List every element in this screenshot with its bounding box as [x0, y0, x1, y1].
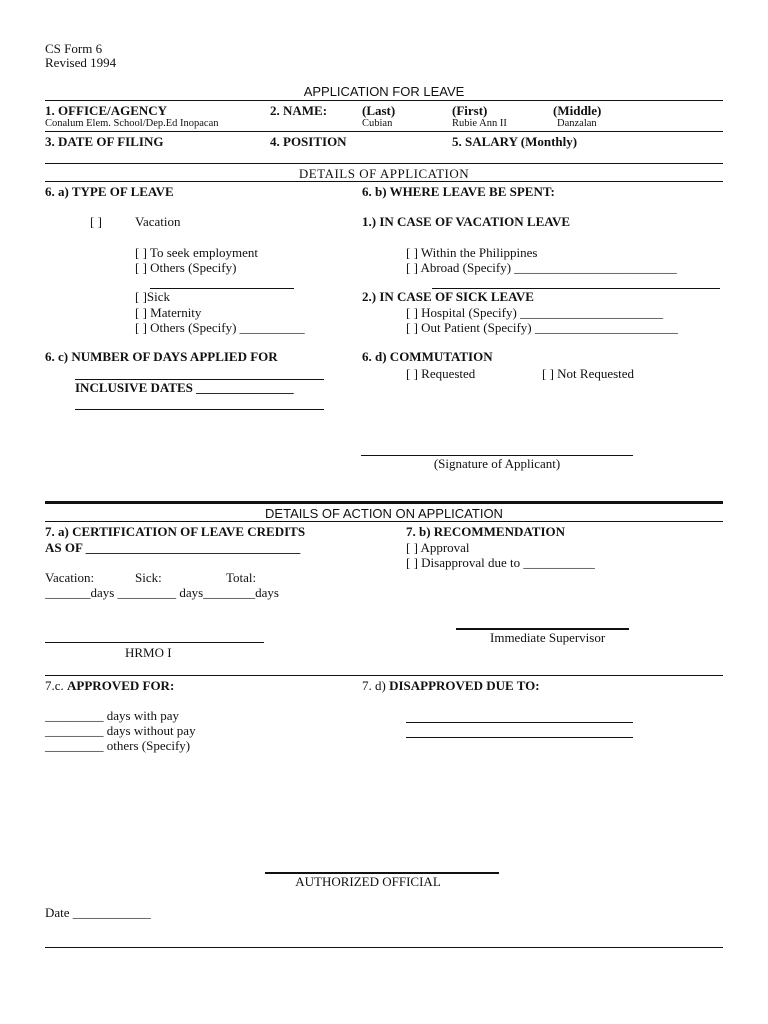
recommendation-text: 7. b) RECOMMENDATION: [406, 524, 566, 539]
office-value: Conalum Elem. School/Dep.Ed Inopacan: [45, 118, 219, 129]
vacation-checkbox[interactable]: [ ]: [90, 214, 102, 229]
credit-days-line: _______days _________ days________days: [45, 585, 279, 600]
requested-option[interactable]: [ ] Requested: [406, 366, 476, 381]
seek-employment-option[interactable]: [ ] To seek employment: [135, 245, 259, 260]
disapproval-reason-line: [406, 737, 633, 738]
divider: [45, 675, 723, 676]
form-title: APPLICATION FOR LEAVE: [303, 84, 465, 99]
divider: [45, 521, 723, 522]
specify-line: [150, 288, 294, 289]
details-header: DETAILS OF APPLICATION: [298, 166, 470, 181]
commutation-label: 6. d) COMMUTATION: [362, 349, 493, 364]
disapproved-prefix: 7. d): [362, 678, 386, 693]
disapproved-text: DISAPPROVED DUE TO:: [389, 678, 540, 693]
divider: [45, 100, 723, 101]
where-spent-label: 6. b) WHERE LEAVE BE SPENT:: [362, 184, 555, 199]
divider: [45, 947, 723, 948]
others-specify-option[interactable]: [ ] Others (Specify) __________: [135, 320, 305, 335]
sick-option[interactable]: [ ]Sick: [135, 289, 171, 304]
days-with-pay: _________ days with pay: [45, 708, 179, 723]
not-requested-option[interactable]: [ ] Not Requested: [542, 366, 635, 381]
vacation-option: Vacation: [135, 214, 181, 229]
inclusive-dates-label: INCLUSIVE DATES _______________: [75, 380, 294, 395]
last-name-value: Cubian: [362, 118, 393, 129]
disapproval-reason-line: [406, 722, 633, 723]
approved-for-label: [45, 678, 174, 693]
days-without-pay: _________ days without pay: [45, 723, 196, 738]
action-header: DETAILS OF ACTION ON APPLICATION: [265, 506, 503, 521]
others-option[interactable]: [ ] Others (Specify): [135, 260, 237, 275]
supervisor-title: Immediate Supervisor: [490, 630, 606, 645]
office-label: 1. OFFICE/AGENCY: [45, 103, 168, 118]
vacation-case-label: 1.) IN CASE OF VACATION LEAVE: [362, 214, 571, 229]
out-patient-option[interactable]: [ ] Out Patient (Specify) ______________________: [406, 320, 678, 335]
approval-option[interactable]: [ ] Approval: [406, 540, 470, 555]
middle-name-label: (Middle): [553, 103, 602, 118]
thick-divider: [45, 501, 723, 504]
total-credit-label: Total:: [226, 570, 257, 585]
certification-label: 7. a) CERTIFICATION OF LEAVE CREDITS: [45, 524, 306, 539]
maternity-option[interactable]: [ ] Maternity: [135, 305, 202, 320]
position-label: 4. POSITION: [270, 134, 347, 149]
divider: [45, 163, 723, 164]
recommendation-label: [406, 524, 565, 539]
divider: [45, 181, 723, 182]
number-of-days-label: 6. c) NUMBER OF DAYS APPLIED FOR: [45, 349, 278, 364]
revised-date: Revised 1994: [45, 55, 117, 70]
as-of-label: AS OF _________________________________: [45, 540, 301, 555]
middle-name-value: Danzalan: [557, 118, 597, 129]
type-of-leave-label: 6. a) TYPE OF LEAVE: [45, 184, 174, 199]
hospital-option[interactable]: [ ] Hospital (Specify) ______________________: [406, 305, 664, 320]
form-id: CS Form 6: [45, 41, 103, 56]
first-name-value: Rubie Ann II: [452, 118, 507, 129]
sick-case-label: 2.) IN CASE OF SICK LEAVE: [362, 289, 534, 304]
others-specify: _________ others (Specify): [45, 738, 191, 753]
name-label: 2. NAME:: [270, 103, 328, 118]
first-name-label: (First): [452, 103, 488, 118]
date-of-filing-label: 3. DATE OF FILING: [45, 134, 164, 149]
sick-credit-label: Sick:: [135, 570, 162, 585]
signature-applicant: (Signature of Applicant): [433, 456, 561, 471]
date-field: Date ____________: [45, 905, 151, 920]
hrmo-title: HRMO I: [125, 645, 172, 660]
dates-input-line[interactable]: [75, 409, 324, 410]
salary-label: 5. SALARY (Monthly): [452, 134, 578, 149]
disapproval-option[interactable]: [ ] Disapproval due to ___________: [406, 555, 595, 570]
disapproved-label: [362, 678, 540, 693]
authorized-official: AUTHORIZED OFFICIAL: [295, 874, 441, 889]
approved-prefix: 7.c.: [45, 678, 64, 693]
hrmo-signature-line: [45, 642, 264, 643]
divider: [45, 131, 723, 132]
abroad-option[interactable]: [ ] Abroad (Specify) _________________________: [406, 260, 677, 275]
approved-text: APPROVED FOR:: [67, 678, 175, 693]
last-name-label: (Last): [362, 103, 396, 118]
vacation-credit-label: Vacation:: [45, 570, 95, 585]
within-philippines-option[interactable]: [ ] Within the Philippines: [406, 245, 538, 260]
